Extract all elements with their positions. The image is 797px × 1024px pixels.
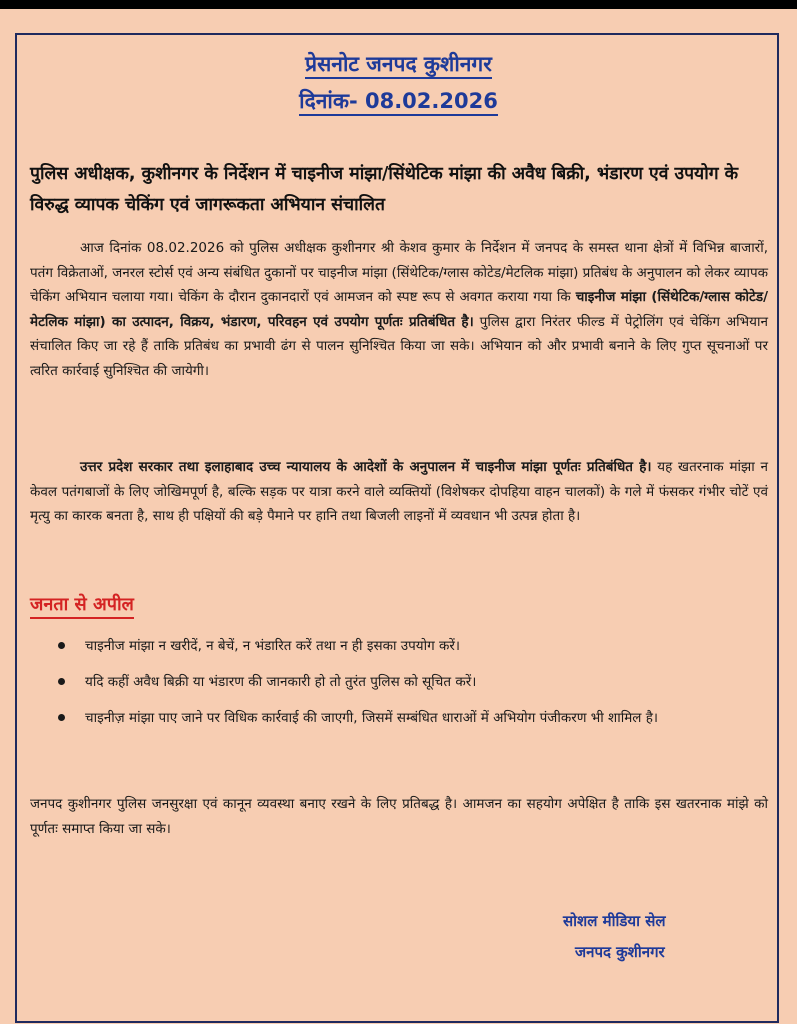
press-note-title (0, 50, 797, 78)
press-note-title-text: प्रेसनोट जनपद कुशीनगर (305, 52, 492, 79)
paragraph-ban-details (30, 455, 768, 529)
appeal-item-text: यदि कहीं अवैध बिक्री या भंडारण की जानकारी हो तो तुरंत पुलिस को सूचित करें। (85, 674, 477, 690)
paragraph-checking-campaign (30, 236, 768, 383)
appeal-item-text: चाइनीज मांझा न खरीदें, न बेचें, न भंडारित करें तथा न ही इसका उपयोग करें। (85, 638, 461, 654)
paragraph1-text-b: पुलिस द्वारा निरंतर फील्ड में पेट्रोलिंग एवं चेकिंग अभियान संचालित किए जा रहे हैं ताकि प्रतिबंध का प्रभावी ढंग से पालन सुनिश्चित किया जा सके। अभियान को और प्रभावी बनाने के लिए गुप्त सूचनाओं पर त्वरित कार्रवाई सुनिश्चित की जायेगी। (30, 313, 768, 379)
paragraph1-text-a: आज दिनांक 08.02.2026 को पुलिस अधीक्षक कुशीनगर श्री केशव कुमार के निर्देशन में जनपद के समस्त थाना क्षेत्रों में विभिन्न बाजारों, पतंग विक्रेताओं, जनरल स्टोर्स एवं अन्य संबंधित दुकानों पर चाइनीज मांझा (सिंथेटिक/ग्लास कोटेड/मेटलिक मांझा) प्रतिबंध के अनुपालन को लेकर व्यापक चेकिंग अभियान चलाया गया। चेकिंग के दौरान दुकानदारों एवं आमजन को स्पष्ट रूप से अवगत कराया गया कि (30, 240, 768, 305)
headline: पुलिस अधीक्षक, कुशीनगर के निर्देशन में चाइनीज मांझा/सिंथेटिक मांझा की अवैध बिक्री, भंडारण एवं उपयोग के विरुद्ध व्यापक चेकिंग एवं जागरूकता अभियान संचालित (30, 164, 739, 215)
paragraph2-bold: उत्तर प्रदेश सरकार तथा इलाहाबाद उच्च न्यायालय के आदेशों के अनुपालन में चाइनीज मांझा पूर्णतः प्रतिबंधित है। (80, 459, 652, 475)
list-item (58, 706, 763, 730)
paragraph2-text: यह खतरनाक मांझा न केवल पतंगबाजों के लिए जोखिमपूर्ण है, बल्कि सड़क पर यात्रा करने वाले व्यक्तियों (विशेषकर दोपहिया वाहन चालकों) के गले में फंसकर गंभीर चोटें एवं मृत्यु का कारक बनता है, साथ ही पक्षियों की बड़े पैमाने पर हानि तथा बिजली लाइनों में व्यवधान भी उत्पन्न होता है। (30, 459, 769, 524)
bullet-icon (58, 678, 65, 685)
closing-paragraph: जनपद कुशीनगर पुलिस जनसुरक्षा एवं कानून व्यवस्था बनाए रखने के लिए प्रतिबद्ध है। आमजन का सहयोग अपेक्षित है ताकि इस खतरनाक मांझे को पूर्णतः समाप्त किया जा सके। (30, 796, 768, 837)
press-note-date (0, 87, 797, 115)
press-note-date-text: दिनांक- 08.02.2026 (299, 89, 498, 116)
paragraph1-bold: चाइनीज मांझा (सिंथेटिक/ग्लास कोटेड/मेटलिक मांझा) का उत्पादन, विक्रय, भंडारण, परिवहन एवं उपयोग पूर्णतः प्रतिबंधित है। (30, 289, 769, 330)
list-item (58, 670, 763, 694)
bullet-icon (58, 714, 65, 721)
signature-line-2: जनपद कुशीनगर (575, 943, 665, 961)
appeal-item-text: चाइनीज़ मांझा पाए जाने पर विधिक कार्रवाई की जाएगी, जिसमें सम्बंधित धाराओं में अभियोग पंजीकरण भी शामिल है। (85, 710, 659, 726)
appeal-heading-text: जनता से अपील (30, 594, 134, 619)
list-item (58, 634, 763, 658)
bullet-icon (58, 642, 65, 649)
appeal-list (58, 634, 763, 742)
signature-line-1: सोशल मीडिया सेल (563, 912, 666, 930)
appeal-heading (30, 592, 134, 616)
